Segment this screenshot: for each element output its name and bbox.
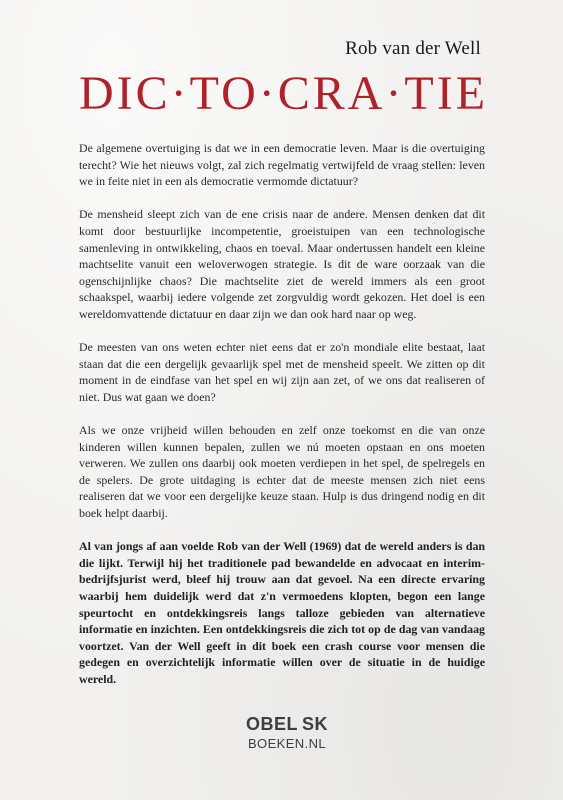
blurb-paragraph: Als we onze vrijheid willen behouden en zelf onze toekomst en die van onze kinderen willen kunnen bepalen, zullen we nú moeten opstaan en ons moeten verweren. We zullen ons daarbij ook moeten verdiepen in het spel, de spelregels en de spelers. De grote uitdaging is echter dat de meeste mensen zich niet eens realiseren dat we voor een dergelijke keuze staan. Hulp is dus dringend nodig en dit boek helpt daarbij.	[79, 423, 485, 521]
author-bio: Al van jongs af aan voelde Rob van der Well (1969) dat de wereld anders is dan die lijkt. Terwijl hij het traditionele pad bewandelde en advocaat en interim-bedrijfsjurist werd, bleef hij trouw aan dat gevoel. Na een directe ervaring waarbij hem duidelijk werd dat z'n vermoedens klopten, begon een lange speurtocht en ontdekkingsreis langs talloze gebieden van alternatieve informatie en inzichten. Een ontdekkingsreis die zich tot op de dag van vandaag voortzet. Van der Well geeft in dit boek een crash course voor mensen die gedegen en overzichtelijk informatie willen over de situatie in de huidige wereld.	[79, 539, 485, 686]
book-title: DIC·TO·CRA·TIE	[79, 67, 489, 120]
logo-text-left: OBEL	[245, 714, 298, 734]
publisher-logo	[247, 714, 327, 751]
blurb	[79, 140, 485, 704]
blurb-paragraph: De meesten van ons weten echter niet eens dat er zo'n mondiale elite bestaat, laat staan dat die een dergelijk gevaarlijk spel met de mensheid speelt. We zitten op dit moment in de eindfase van het spel en wij zijn aan zet, of we ons dat realiseren of niet. Dus wat gaan we doen?	[79, 340, 485, 404]
blurb-paragraph: De mensheid sleept zich van de ene crisis naar de andere. Mensen denken dat dit komt door bestuurlijke incompetentie, groeistuipen van een technologische samenleving in ontwikkeling, chaos en toeval. Maar ondertussen handelt een kleine machtselite vanuit een weloverwogen strategie. Is dit de ware oorzaak van die ogenschijnlijke chaos? Die machtselite ziet de wereld immers als een groot schaakspel, waarbij iedere volgende zet zorgvuldig wordt gekozen. Het doel is een wereldomvattende dictatuur en daar zijn we dan ook hard naar op weg.	[79, 207, 485, 321]
blurb-paragraph: De algemene overtuiging is dat we in een democratie leven. Maar is die overtuiging terecht? Wie het nieuws volgt, zal zich regelmatig vertwijfeld de vraag stellen: leven we in feite niet in een als democratie vermomde dictatuur?	[79, 141, 485, 189]
logo-url: BOEKEN.NL	[247, 736, 326, 751]
logo-text-right: SK	[302, 714, 329, 734]
logo-wordmark	[247, 714, 327, 735]
author-name: Rob van der Well	[345, 38, 481, 59]
